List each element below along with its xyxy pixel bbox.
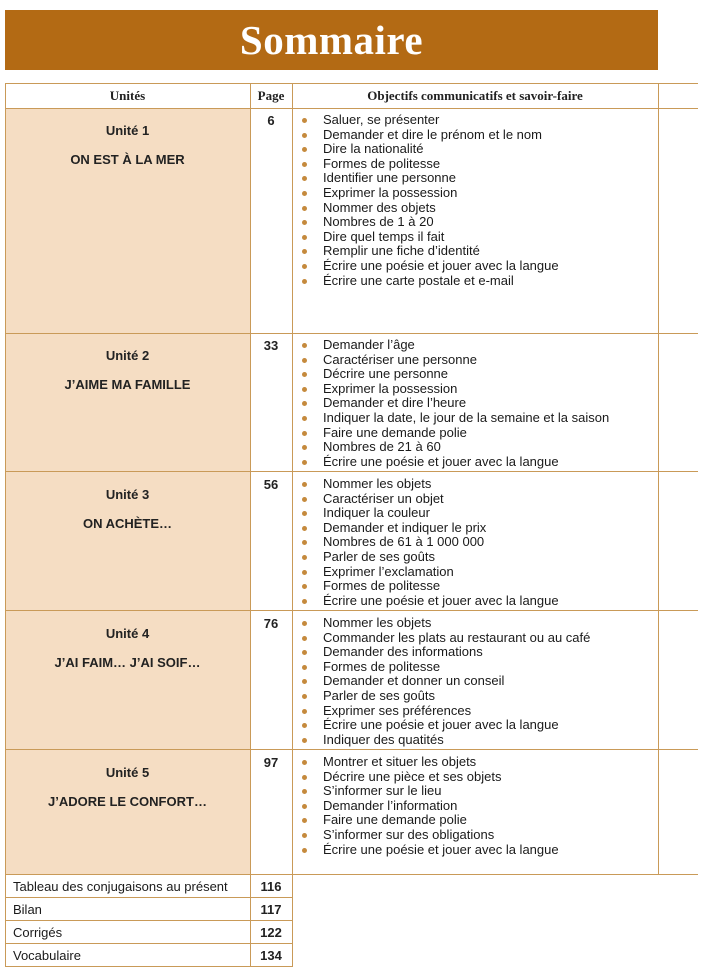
objective-item: Écrire une poésie et jouer avec la langue — [298, 594, 559, 609]
objective-item: Faire une demande polie — [298, 426, 609, 441]
objective-item: Dire la nationalité — [298, 142, 559, 157]
objective-item: Caractériser une personne — [298, 353, 609, 368]
unit-label: Unité 5 — [105, 765, 150, 780]
appendix-page-number: 117 — [260, 902, 282, 917]
objective-item: Montrer et situer les objets — [298, 755, 559, 770]
unit-page-number: 6 — [267, 113, 275, 128]
header-bottom-border — [5, 108, 698, 109]
unit-title: J’AIME MA FAMILLE — [64, 377, 191, 392]
objective-item: Parler de ses goûts — [298, 689, 590, 704]
unit-label: Unité 3 — [105, 487, 150, 502]
objective-item: Formes de politesse — [298, 157, 559, 172]
row-divider — [5, 874, 698, 875]
objective-item: Indiquer la date, le jour de la semaine et la saison — [298, 411, 609, 426]
objective-item: Formes de politesse — [298, 660, 590, 675]
column-header-objectives: Objectifs communicatifs et savoir-faire — [367, 88, 583, 103]
title-banner — [5, 10, 658, 70]
objective-item: Nombres de 1 à 20 — [298, 215, 559, 230]
objective-item: Formes de politesse — [298, 579, 559, 594]
objective-item: Exprimer la possession — [298, 382, 609, 397]
unit-label: Unité 1 — [105, 123, 150, 138]
objective-item: Demander l’information — [298, 799, 559, 814]
row-divider — [5, 749, 698, 750]
objectives-list-unit-3 — [298, 477, 559, 608]
objective-item: Écrire une poésie et jouer avec la langue — [298, 843, 559, 858]
row-divider — [5, 471, 698, 472]
objectives-list-unit-5 — [298, 755, 559, 857]
objectives-list-unit-4 — [298, 616, 590, 747]
objective-item: Faire une demande polie — [298, 813, 559, 828]
page-title: Sommaire — [239, 17, 424, 63]
objective-item: Écrire une carte postale et e-mail — [298, 274, 559, 289]
unit-title: J’ADORE LE CONFORT… — [48, 794, 207, 809]
objective-item: Nommer les objets — [298, 477, 559, 492]
appendix-page-number: 122 — [260, 925, 282, 940]
objective-item: Nombres de 21 à 60 — [298, 440, 609, 455]
appendix-page-number: 134 — [260, 948, 282, 963]
appendix-page-number: 116 — [260, 879, 282, 894]
row-divider — [5, 333, 698, 334]
unit-page-number: 33 — [263, 338, 279, 353]
unit-title: J’AI FAIM… J’AI SOIF… — [54, 655, 201, 670]
unit-1-background — [5, 109, 250, 333]
appendix-label-corriges: Corrigés — [13, 925, 63, 940]
unit-label: Unité 2 — [105, 348, 150, 363]
objective-item: Exprimer la possession — [298, 186, 559, 201]
objective-item: Nommer les objets — [298, 616, 590, 631]
column-divider-page — [250, 83, 251, 967]
objective-item: Demander et donner un conseil — [298, 674, 590, 689]
objective-item: Demander l’âge — [298, 338, 609, 353]
objective-item: Commander les plats au restaurant ou au café — [298, 631, 590, 646]
objective-item: Décrire une personne — [298, 367, 609, 382]
objective-item: S’informer sur des obligations — [298, 828, 559, 843]
objective-item: Saluer, se présenter — [298, 113, 559, 128]
objective-item: Identifier une personne — [298, 171, 559, 186]
column-divider-objectives — [292, 83, 293, 967]
objective-item: Nombres de 61 à 1 000 000 — [298, 535, 559, 550]
unit-page-number: 76 — [263, 616, 279, 631]
objective-item: Exprimer ses préférences — [298, 704, 590, 719]
objective-item: Écrire une poésie et jouer avec la langue — [298, 455, 609, 470]
objective-item: Demander et indiquer le prix — [298, 521, 559, 536]
objective-item: Parler de ses goûts — [298, 550, 559, 565]
objective-item: Décrire une pièce et ses objets — [298, 770, 559, 785]
objective-item: S’informer sur le lieu — [298, 784, 559, 799]
column-header-page: Page — [257, 88, 285, 103]
appendix-label-vocabulaire: Vocabulaire — [13, 948, 81, 963]
objectives-list-unit-1 — [298, 113, 559, 288]
objective-item: Demander et dire le prénom et le nom — [298, 128, 559, 143]
objective-item: Caractériser un objet — [298, 492, 559, 507]
objective-item: Demander des informations — [298, 645, 590, 660]
column-divider-right — [658, 83, 659, 875]
unit-page-number: 97 — [263, 755, 279, 770]
appendix-label-conjugations: Tableau des conjugaisons au présent — [13, 879, 228, 894]
objective-item: Indiquer la couleur — [298, 506, 559, 521]
objective-item: Dire quel temps il fait — [298, 230, 559, 245]
unit-title: ON EST À LA MER — [70, 152, 185, 167]
objective-item: Nommer des objets — [298, 201, 559, 216]
objective-item: Demander et dire l’heure — [298, 396, 609, 411]
unit-page-number: 56 — [263, 477, 279, 492]
unit-title: ON ACHÈTE… — [82, 516, 173, 531]
objective-item: Écrire une poésie et jouer avec la langue — [298, 259, 559, 274]
appendix-label-bilan: Bilan — [13, 902, 42, 917]
objectives-list-unit-2 — [298, 338, 609, 469]
row-divider — [5, 610, 698, 611]
objective-item: Remplir une fiche d’identité — [298, 244, 559, 259]
objective-item: Exprimer l’exclamation — [298, 565, 559, 580]
objective-item: Indiquer des quatités — [298, 733, 590, 748]
objective-item: Écrire une poésie et jouer avec la langue — [298, 718, 590, 733]
column-header-units: Unités — [109, 88, 146, 103]
unit-label: Unité 4 — [105, 626, 150, 641]
